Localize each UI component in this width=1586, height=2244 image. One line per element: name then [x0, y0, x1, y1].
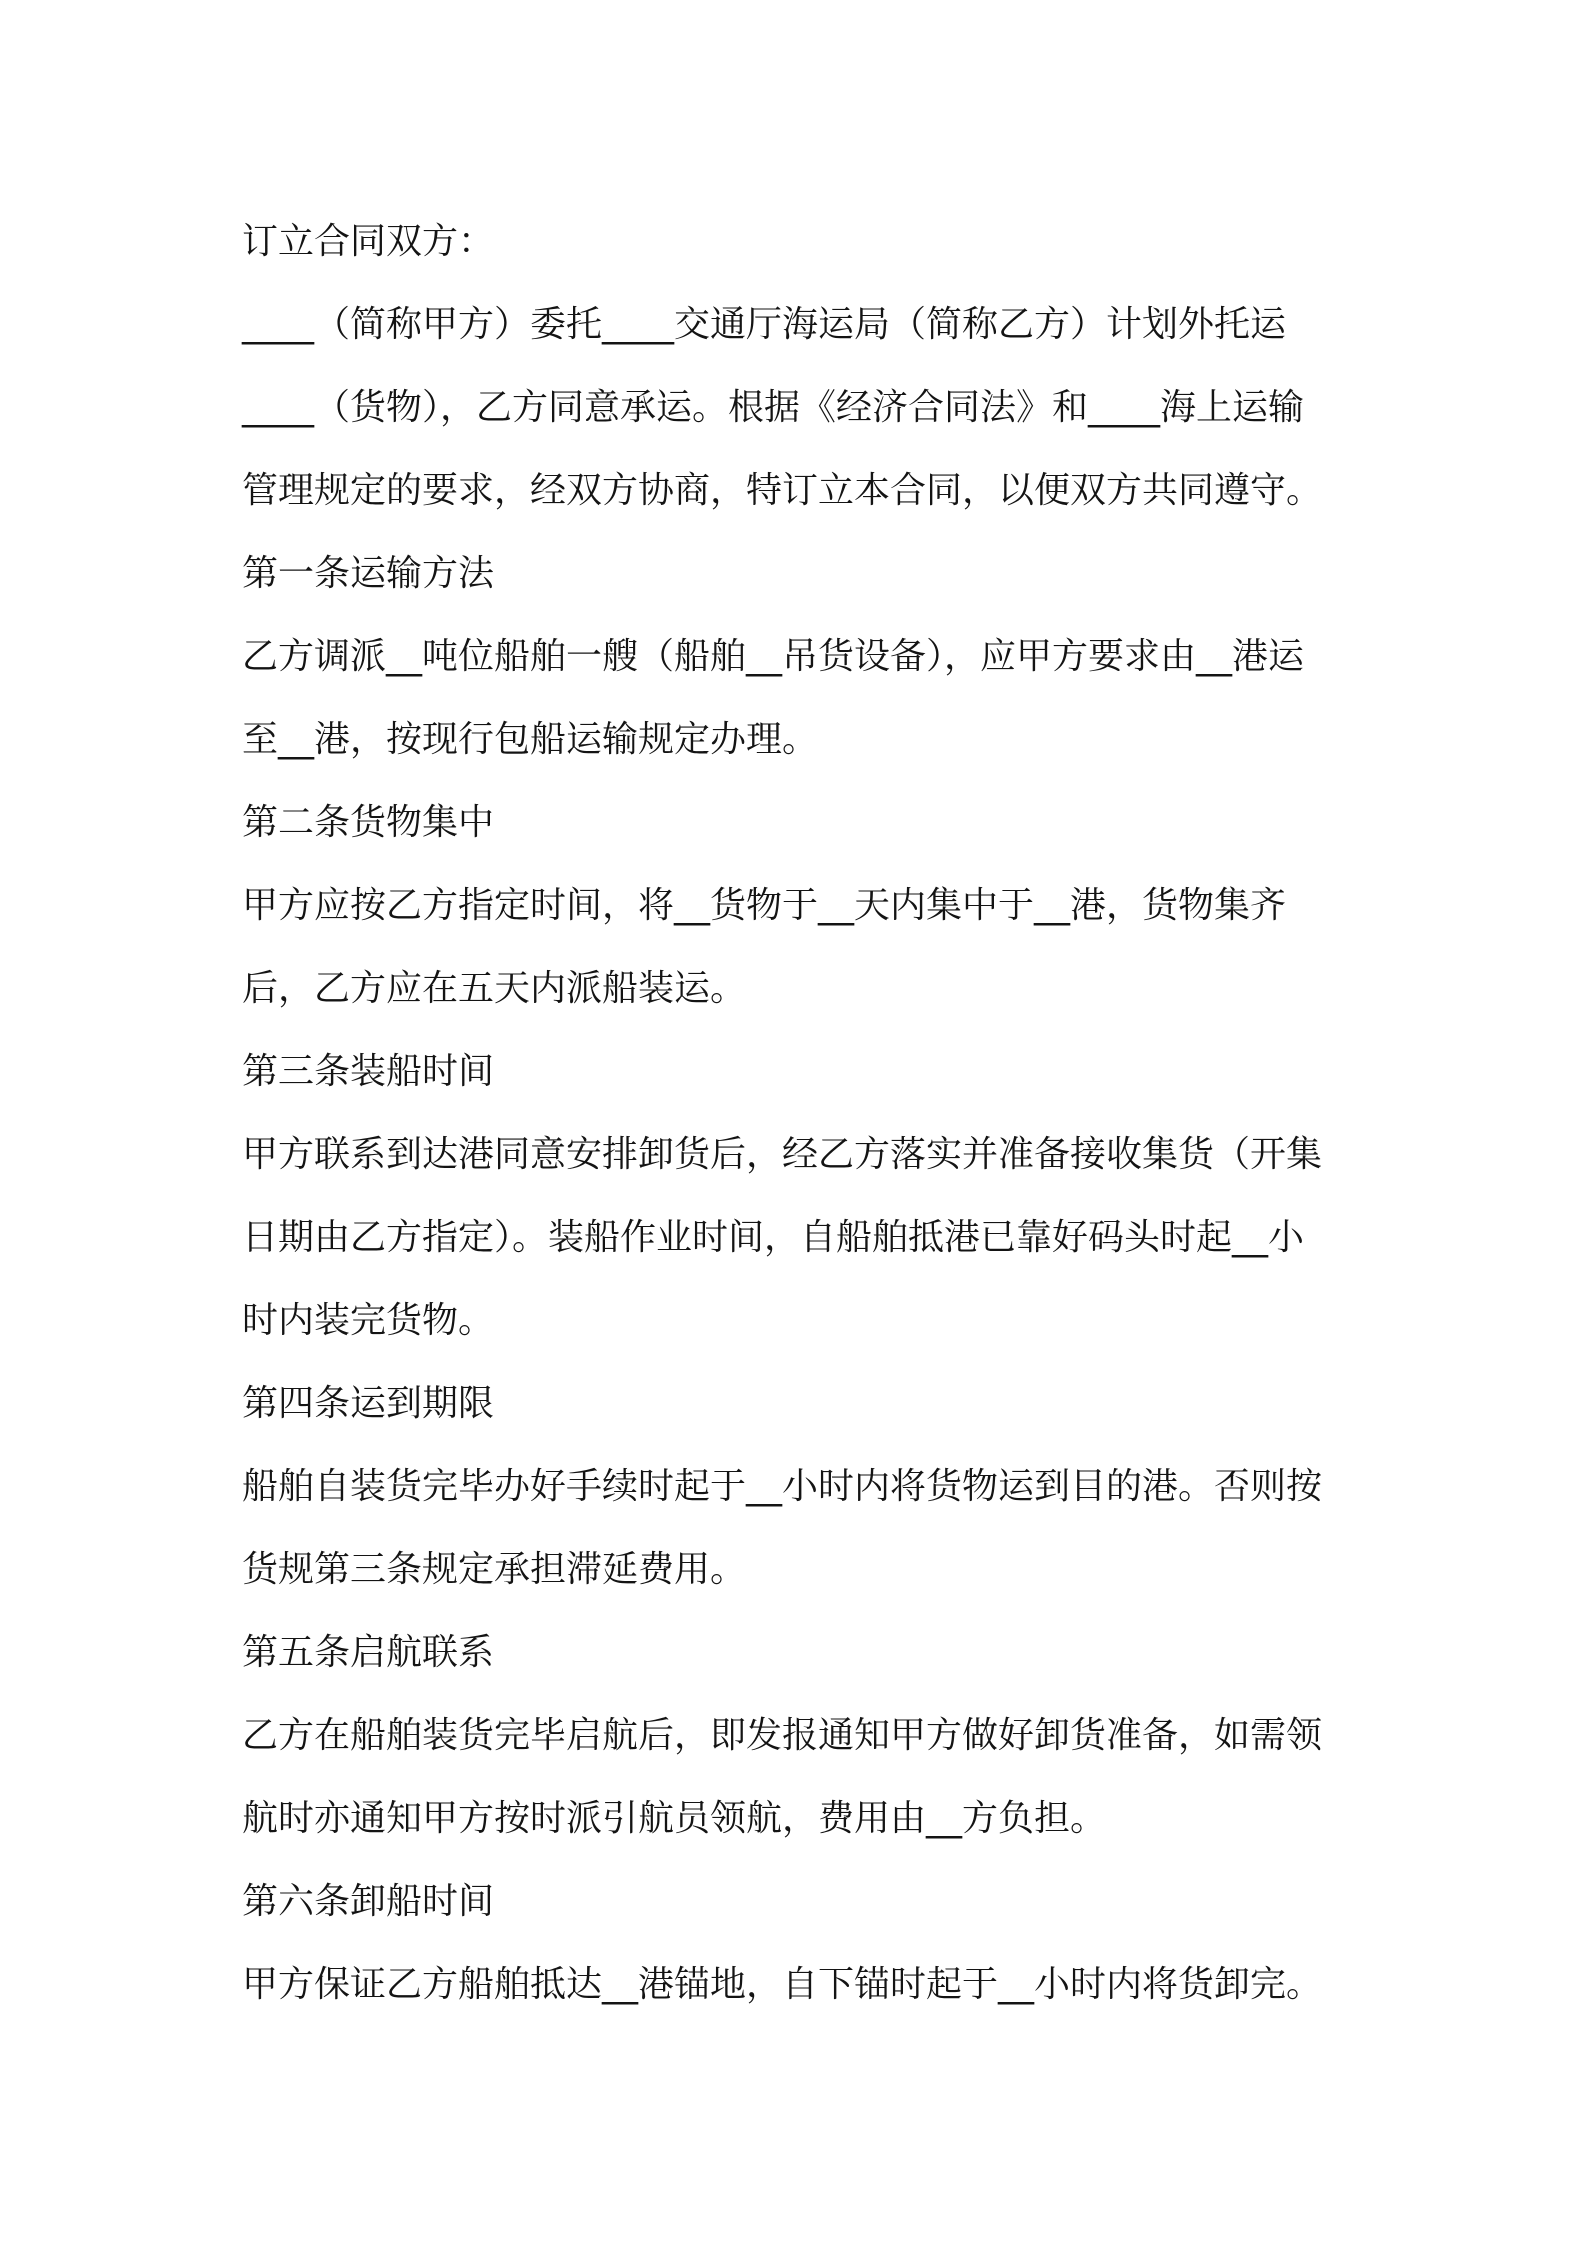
paragraph-line: 船舶自装货完毕办好手续时起于__小时内将货物运到目的港。否则按 — [242, 1466, 1323, 1507]
paragraph-line: 乙方调派__吨位船舶一艘（船舶__吊货设备），应甲方要求由__港运 — [242, 636, 1305, 677]
paragraph-line: 货规第三条规定承担滞延费用。 — [242, 1549, 747, 1590]
paragraph-line: 后，乙方应在五天内派船装运。 — [242, 968, 747, 1009]
article-heading-6: 第六条卸船时间 — [242, 1881, 495, 1922]
paragraph-line: 乙方在船舶装货完毕启航后，即发报通知甲方做好卸货准备，如需领 — [242, 1715, 1323, 1756]
paragraph-line: ____（货物），乙方同意承运。根据《经济合同法》和____海上运输 — [242, 387, 1305, 428]
paragraph-line: 甲方保证乙方船舶抵达__港锚地，自下锚时起于__小时内将货卸完。 — [242, 1964, 1323, 2005]
article-heading-5: 第五条启航联系 — [242, 1632, 495, 1673]
paragraph-line: 时内装完货物。 — [242, 1300, 495, 1341]
article-heading-2: 第二条货物集中 — [242, 802, 495, 843]
paragraph-line: 至__港，按现行包船运输规定办理。 — [242, 719, 819, 760]
article-heading-3: 第三条装船时间 — [242, 1051, 495, 1092]
paragraph-line: 甲方联系到达港同意安排卸货后，经乙方落实并准备接收集货（开集 — [242, 1134, 1323, 1175]
paragraph-line: 日期由乙方指定）。装船作业时间，自船舶抵港已靠好码头时起__小 — [242, 1217, 1305, 1258]
intro-title: 订立合同双方： — [242, 221, 495, 262]
paragraph-line: 航时亦通知甲方按时派引航员领航，费用由__方负担。 — [242, 1798, 1107, 1839]
paragraph-line: 甲方应按乙方指定时间，将__货物于__天内集中于__港，货物集齐 — [242, 885, 1287, 926]
paragraph-line: ____（简称甲方）委托____交通厅海运局（简称乙方）计划外托运 — [242, 304, 1287, 345]
contract-body — [242, 200, 1356, 2026]
paragraph-line: 管理规定的要求，经双方协商，特订立本合同，以便双方共同遵守。 — [242, 470, 1323, 511]
article-heading-1: 第一条运输方法 — [242, 553, 495, 594]
article-heading-4: 第四条运到期限 — [242, 1383, 495, 1424]
